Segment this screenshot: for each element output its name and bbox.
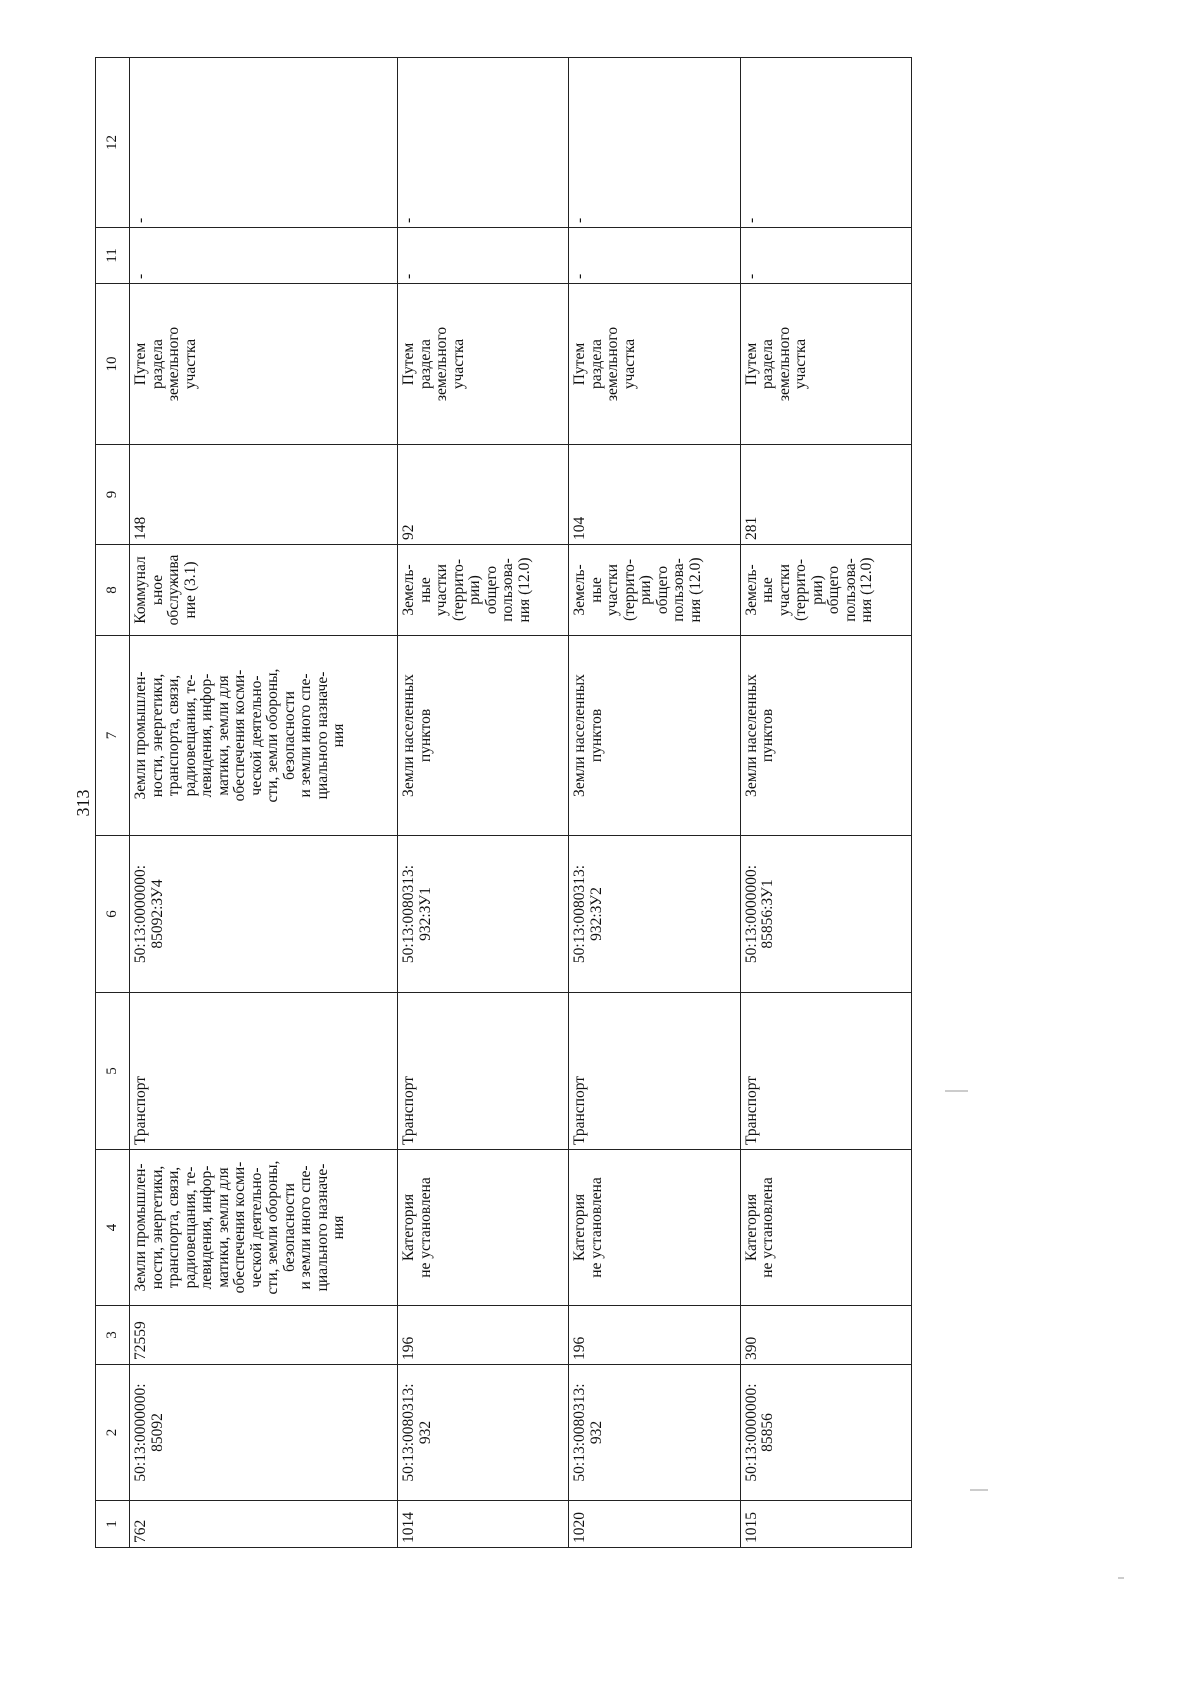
- area: 196: [569, 1306, 740, 1365]
- purpose: Транспорт: [740, 993, 911, 1150]
- column-header: 9: [96, 445, 130, 545]
- formation-method: Путем раздела земельного участка: [569, 284, 740, 445]
- new-cadastral-number: 50:13:0080313: 932:ЗУ2: [569, 836, 740, 993]
- permitted-use: Земель- ные участки (террито- рии) общего пользова- ния (12.0): [569, 545, 740, 636]
- formation-method: Путем раздела земельного участка: [740, 284, 911, 445]
- purpose: Транспорт: [130, 993, 398, 1150]
- column-header: 2: [96, 1365, 130, 1501]
- formation-method: Путем раздела земельного участка: [130, 284, 398, 445]
- new-area: 104: [569, 445, 740, 545]
- column-header: 4: [96, 1150, 130, 1306]
- column-11-value: -: [740, 228, 911, 284]
- page-number: 313: [73, 789, 93, 817]
- column-header: 10: [96, 284, 130, 445]
- new-area: 281: [740, 445, 911, 545]
- new-cadastral-number: 50:13:0000000: 85856:ЗУ1: [740, 836, 911, 993]
- cadastral-number: 50:13:0000000: 85856: [740, 1365, 911, 1501]
- column-12-value: -: [569, 58, 740, 228]
- area: 72559: [130, 1306, 398, 1365]
- column-12-value: -: [740, 58, 911, 228]
- new-area: 148: [130, 445, 398, 545]
- column-header: 3: [96, 1306, 130, 1365]
- column-header: 7: [96, 636, 130, 836]
- column-11-value: -: [398, 228, 569, 284]
- new-cadastral-number: 50:13:0000000: 85092:ЗУ4: [130, 836, 398, 993]
- new-area: 92: [398, 445, 569, 545]
- new-cadastral-number: 50:13:0080313: 932:ЗУ1: [398, 836, 569, 993]
- new-land-category: Земли населенных пунктов: [398, 636, 569, 836]
- column-header: 8: [96, 545, 130, 636]
- column-header: 1: [96, 1501, 130, 1548]
- area: 196: [398, 1306, 569, 1365]
- formation-method: Путем раздела земельного участка: [398, 284, 569, 445]
- new-land-category: Земли населенных пунктов: [569, 636, 740, 836]
- column-11-value: -: [569, 228, 740, 284]
- row-number: 762: [130, 1501, 398, 1548]
- land-category: Земли промышлен- ности, энергетики, транспорта, связи, радиовещания, те- левидения, инфор- матики, земли для обеспечения косми- ческой деятельно- сти, земли обороны, безопасности и земли иного спе- циального назначе- ния: [130, 1150, 398, 1306]
- cadastral-number: 50:13:0080313: 932: [569, 1365, 740, 1501]
- purpose: Транспорт: [569, 993, 740, 1150]
- new-land-category: Земли населенных пунктов: [740, 636, 911, 836]
- cadastral-number: 50:13:0000000: 85092: [130, 1365, 398, 1501]
- column-12-value: -: [130, 58, 398, 228]
- permitted-use: Земель- ные участки (террито- рии) общего пользова- ния (12.0): [398, 545, 569, 636]
- land-category: Категория не установлена: [740, 1150, 911, 1306]
- column-header: 11: [96, 228, 130, 284]
- row-number: 1014: [398, 1501, 569, 1548]
- new-land-category: Земли промышлен- ности, энергетики, транспорта, связи, радиовещания, те- левидения, инфор- матики, земли для обеспечения косми- ческой деятельно- сти, земли обороны, безопасности и земли иного спе- циального назначе- ния: [130, 636, 398, 836]
- permitted-use: Земель- ные участки (террито- рии) общего пользова- ния (12.0): [740, 545, 911, 636]
- land-category: Категория не установлена: [569, 1150, 740, 1306]
- land-category: Категория не установлена: [398, 1150, 569, 1306]
- cadastral-number: 50:13:0080313: 932: [398, 1365, 569, 1501]
- column-header: 12: [96, 58, 130, 228]
- row-number: 1015: [740, 1501, 911, 1548]
- column-header: 5: [96, 993, 130, 1150]
- area: 390: [740, 1306, 911, 1365]
- column-11-value: -: [130, 228, 398, 284]
- column-header: 6: [96, 836, 130, 993]
- purpose: Транспорт: [398, 993, 569, 1150]
- row-number: 1020: [569, 1501, 740, 1548]
- column-12-value: -: [398, 58, 569, 228]
- permitted-use: Коммунал ьное обслужива ние (3.1): [130, 545, 398, 636]
